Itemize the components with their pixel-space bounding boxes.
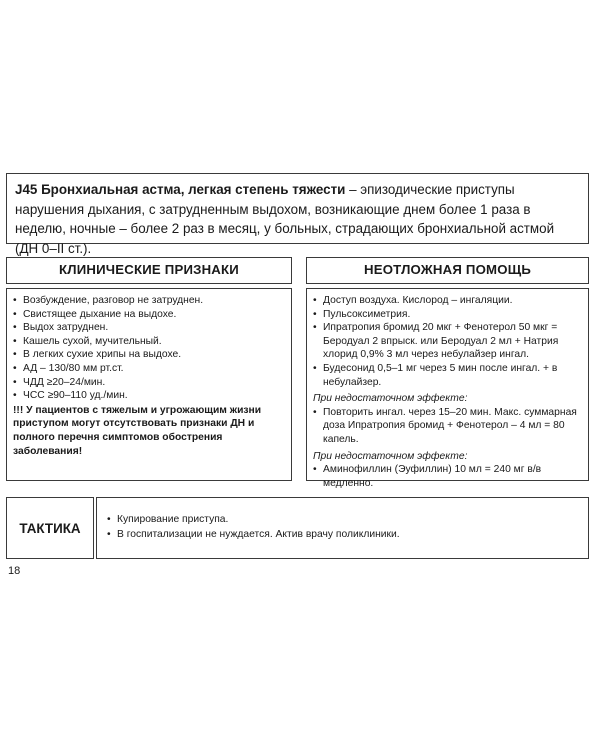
emergency-list-1: [313, 294, 582, 389]
page-number: 18: [8, 565, 21, 577]
list-item: • В госпитализации не нуждается. Актив врачу поликлиники.: [107, 527, 578, 542]
list-item: • ЧДД ≥20–24/мин.: [13, 376, 285, 390]
emergency-list-2: [313, 406, 582, 447]
list-item: • Аминофиллин (Эуфиллин) 10 мл = 240 мг в/в медленно.: [313, 463, 582, 490]
list-item: • Доступ воздуха. Кислород – ингаляции.: [313, 294, 582, 308]
diagnosis-description: – эпизодические приступы нарушения дыхания, с затрудненным выдохом, возникающие днем более 1 раза в неделю, ночные – более 2 раз в месяц, у больных, страдающих бронхиальной астмой (ДН 0–II ст.).: [15, 182, 555, 256]
insufficient-effect-note-2: При недостаточном эффекте:: [313, 450, 468, 462]
emergency-care-heading: НЕОТЛОЖНАЯ ПОМОЩЬ: [306, 257, 589, 284]
clinical-signs-heading: КЛИНИЧЕСКИЕ ПРИЗНАКИ: [6, 257, 292, 284]
list-item: • Выдох затруднен.: [13, 321, 285, 335]
icd-code: J45: [15, 182, 42, 197]
tactics-list: [107, 512, 578, 542]
warning-note: !!! У пациентов с тяжелым и угрожающим жизни приступом могут отсутствовать признаки ДН и полного перечня симптомов обострения заболевания!: [13, 404, 262, 457]
tactics-panel: [96, 497, 589, 559]
list-item: • Пульсоксиметрия.: [313, 308, 582, 322]
emergency-care-panel: [306, 288, 589, 489]
insufficient-effect-note-1: При недостаточном эффекте:: [313, 393, 468, 405]
list-item: • Ипратропия бромид 20 мкг + Фенотерол 50 мкг = Беродуал 2 впрыск. или Беродуал 2 мл + Натрия хлорид 0,9% 3 мл через небулайзер ингал.: [313, 321, 582, 362]
list-item: • В легких сухие хрипы на выдохе.: [13, 348, 285, 362]
emergency-list-3: [313, 463, 582, 490]
list-item: • Повторить ингал. через 15–20 мин. Макс. суммарная доза Ипратропия бромид + Фенотерол – 4 мл = 80 капель.: [313, 406, 582, 447]
diagnosis-title: Бронхиальная астма, легкая степень тяжести: [41, 182, 346, 197]
tactics-label: ТАКТИКА: [6, 497, 94, 559]
clinical-signs-panel: [6, 288, 292, 481]
list-item: • АД – 130/80 мм рт.ст.: [13, 362, 285, 376]
clinical-signs-list: [13, 294, 285, 403]
list-item: • Свистящее дыхание на выдохе.: [13, 308, 285, 322]
diagnosis-header: [6, 173, 589, 256]
list-item: • Возбуждение, разговор не затруднен.: [13, 294, 285, 308]
list-item: • Купирование приступа.: [107, 512, 578, 527]
list-item: • ЧСС ≥90–110 уд./мин.: [13, 389, 285, 403]
list-item: • Будесонид 0,5–1 мг через 5 мин после ингал. + в небулайзер.: [313, 362, 582, 389]
list-item: • Кашель сухой, мучительный.: [13, 335, 285, 349]
